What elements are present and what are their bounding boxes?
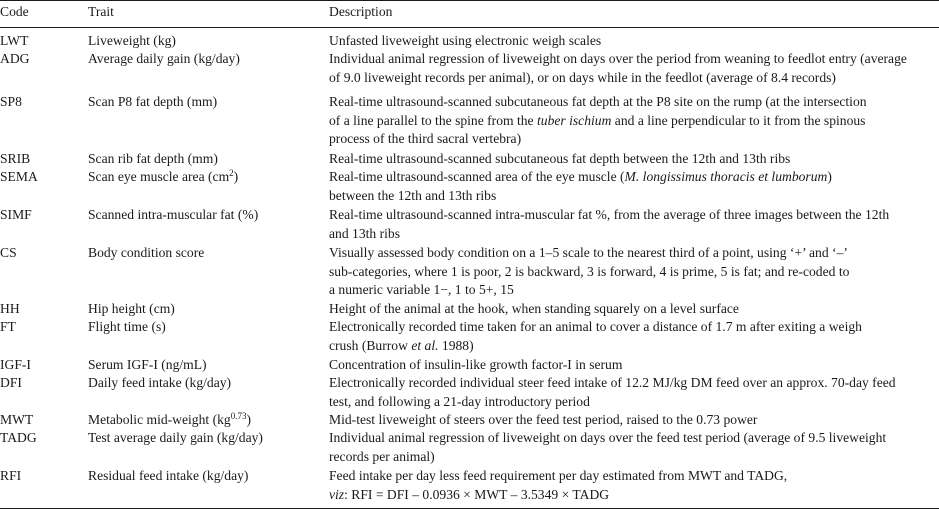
- description-cell: [329, 150, 939, 169]
- trait-cell: Body condition score: [88, 245, 205, 260]
- description-line: Unfasted liveweight using electronic weigh scales: [329, 33, 602, 48]
- description-line: Feed intake per day less feed requirement per day estimated from MWT and TADG,: [329, 468, 788, 483]
- description-line: sub-categories, where 1 is poor, 2 is backward, 3 is forward, 4 is prime, 5 is fat; and re-coded to: [329, 263, 850, 279]
- code-cell: SEMA: [0, 169, 38, 184]
- trait-cell: Scan P8 fat depth (mm): [88, 94, 218, 109]
- code-cell: MWT: [0, 412, 34, 427]
- description-italic: tuber ischium: [537, 112, 612, 128]
- description-cell: [329, 50, 939, 87]
- description-line: of 9.0 liveweight records per animal), or on days while in the feedlot (average of 8.4 records): [329, 69, 836, 85]
- bottom-rule: [0, 508, 939, 509]
- description-cell: [329, 32, 939, 51]
- code-cell: RFI: [0, 468, 22, 483]
- trait-cell: Test average daily gain (kg/day): [88, 430, 263, 445]
- description-line: Real-time ultrasound-scanned subcutaneous fat depth between the 12th and 13th ribs: [329, 151, 791, 166]
- description-line: between the 12th and 13th ribs: [329, 187, 497, 203]
- description-cell: [329, 467, 939, 504]
- description-italic: et al.: [411, 337, 439, 353]
- description-italic: M. longissimus thoracis et lumborum: [624, 169, 828, 184]
- description-line: Height of the animal at the hook, when standing squarely on a level surface: [329, 301, 739, 316]
- description-line: records per animal): [329, 448, 435, 464]
- code-cell: SP8: [0, 94, 22, 109]
- trait-text: Scan eye muscle area (cm: [88, 169, 230, 184]
- description-line: test, and following a 21-day introductory period: [329, 393, 590, 409]
- header-trait: Trait: [88, 4, 114, 19]
- code-cell: HH: [0, 301, 20, 316]
- description-line: [329, 486, 939, 505]
- description-line: process of the third sacral vertebra): [329, 131, 522, 147]
- description-cell: [329, 411, 939, 430]
- description-line: and 13th ribs: [329, 225, 400, 241]
- description-text: and a line perpendicular to it from the spinous: [611, 112, 866, 128]
- description-cell: [329, 356, 939, 375]
- description-cell: [329, 318, 939, 355]
- description-line: Electronically recorded time taken for an animal to cover a distance of 1.7 m after exiting a weigh: [329, 319, 862, 334]
- description-cell: [329, 244, 939, 300]
- description-cell: [329, 206, 939, 243]
- code-cell: SRIB: [0, 151, 31, 166]
- trait-cell: Flight time (s): [88, 319, 166, 334]
- trait-cell: Scan rib fat depth (mm): [88, 151, 218, 166]
- code-cell: TADG: [0, 430, 37, 445]
- description-cell: [329, 168, 939, 205]
- description-cell: [329, 374, 939, 411]
- trait-superscript: 0.73: [230, 411, 247, 421]
- description-cell: [329, 429, 939, 466]
- description-text: crush (Burrow: [329, 337, 412, 353]
- trait-cell: Daily feed intake (kg/day): [88, 375, 232, 390]
- description-line: a numeric variable 1−, 1 to 5+, 15: [329, 282, 514, 298]
- header-rule: [0, 27, 939, 28]
- trait-cell: Serum IGF-I (ng/mL): [88, 357, 207, 372]
- code-cell: LWT: [0, 33, 29, 48]
- description-italic: viz: [329, 486, 345, 502]
- trait-cell: Residual feed intake (kg/day): [88, 468, 249, 483]
- trait-text: ): [246, 412, 251, 427]
- description-line: Electronically recorded individual steer feed intake of 12.2 MJ/kg DM feed over an approx. 70-day feed: [329, 375, 896, 390]
- description-line: Real-time ultrasound-scanned intra-muscular fat %, from the average of three images between the 12th: [329, 207, 890, 222]
- trait-superscript: 2: [229, 168, 234, 178]
- trait-text: Metabolic mid-weight (kg: [88, 412, 231, 427]
- description-line: [329, 168, 939, 187]
- trait-cell: Liveweight (kg): [88, 33, 176, 48]
- description-text: 1988): [438, 337, 474, 353]
- trait-cell: [88, 411, 320, 430]
- code-cell: FT: [0, 319, 16, 334]
- description-text: ): [827, 169, 832, 184]
- code-cell: IGF-I: [0, 357, 31, 372]
- description-line: [329, 112, 939, 131]
- top-rule: [0, 0, 939, 1]
- description-text: : RFI = DFI – 0.0936 × MWT – 3.5349 × TADG: [344, 486, 610, 502]
- trait-cell: Average daily gain (kg/day): [88, 51, 240, 66]
- description-line: Individual animal regression of liveweight on days over the feed test period (average of 9.5 liveweight: [329, 430, 887, 445]
- description-cell: [329, 300, 939, 319]
- code-cell: SIMF: [0, 207, 32, 222]
- description-text: of a line parallel to the spine from the: [329, 112, 537, 128]
- code-cell: ADG: [0, 51, 30, 66]
- description-text: Real-time ultrasound-scanned area of the eye muscle (: [329, 169, 625, 184]
- description-line: Visually assessed body condition on a 1–5 scale to the nearest third of a point, using ‘+’ and ‘–’: [329, 245, 848, 260]
- trait-cell: [88, 168, 320, 187]
- code-cell: DFI: [0, 375, 22, 390]
- description-line: Concentration of insulin-like growth factor-I in serum: [329, 357, 623, 372]
- trait-cell: Hip height (cm): [88, 301, 175, 316]
- header-code: Code: [0, 4, 29, 19]
- trait-text: ): [233, 169, 239, 184]
- code-cell: CS: [0, 245, 17, 260]
- header-description: Description: [329, 4, 393, 19]
- trait-cell: Scanned intra-muscular fat (%): [88, 207, 259, 222]
- description-line: [329, 337, 939, 356]
- description-line: Individual animal regression of liveweight on days over the period from weaning to feedlot entry (average: [329, 51, 907, 66]
- description-cell: [329, 93, 939, 149]
- description-line: Mid-test liveweight of steers over the feed test period, raised to the 0.73 power: [329, 412, 758, 427]
- description-line: Real-time ultrasound-scanned subcutaneous fat depth at the P8 site on the rump (at the intersection: [329, 94, 867, 109]
